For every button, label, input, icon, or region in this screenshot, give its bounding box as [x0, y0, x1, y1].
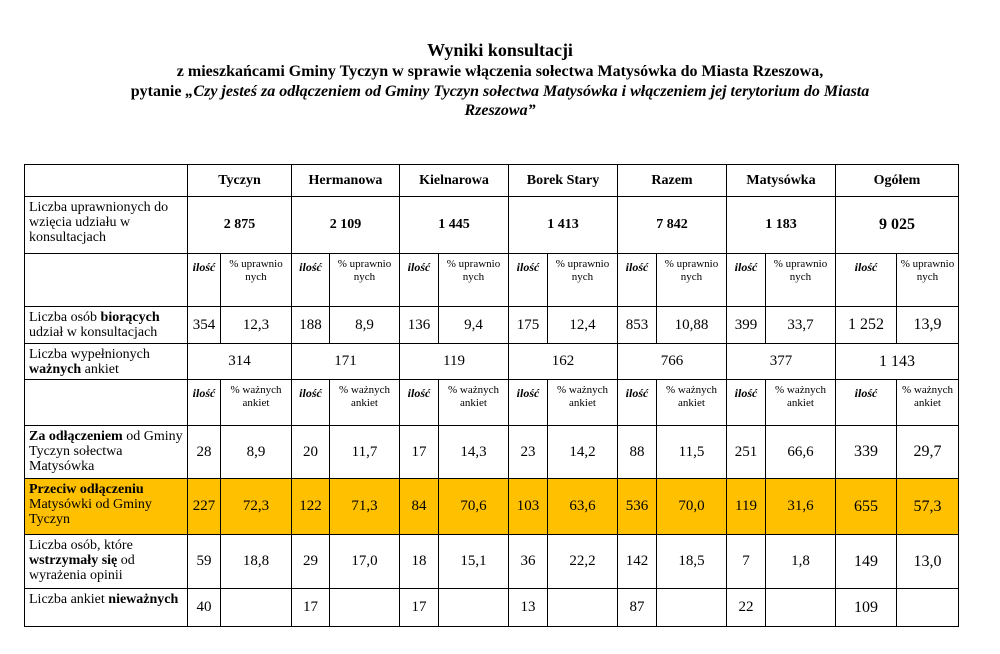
cell: 33,7 [766, 307, 836, 344]
cell: 8,9 [221, 426, 292, 479]
cell: 251 [727, 426, 766, 479]
sub-percent: % uprawnio nych [439, 254, 509, 307]
sub-ilosc: ilość [509, 254, 548, 307]
col-matysowka: Matysówka [727, 165, 836, 197]
cell: 119 [400, 344, 509, 380]
empty-cell [330, 589, 400, 627]
cell: 70,0 [657, 479, 727, 535]
document-header [0, 38, 1000, 120]
cell: 29,7 [897, 426, 959, 479]
cell: 536 [618, 479, 657, 535]
cell: 87 [618, 589, 657, 627]
cell: 14,2 [548, 426, 618, 479]
cell: 84 [400, 479, 439, 535]
cell: 122 [292, 479, 330, 535]
cell: 9,4 [439, 307, 509, 344]
row-label: Liczba ankiet nieważnych [25, 589, 188, 627]
cell: 13,9 [897, 307, 959, 344]
sub-percent: % uprawnio nych [330, 254, 400, 307]
cell: 2 109 [292, 197, 400, 254]
cell: 103 [509, 479, 548, 535]
cell: 1 183 [727, 197, 836, 254]
row-za [25, 426, 959, 479]
cell: 18 [400, 535, 439, 589]
row-label: Liczba wypełnionych ważnych ankiet [25, 344, 188, 380]
cell: 20 [292, 426, 330, 479]
col-razem: Razem [618, 165, 727, 197]
empty-cell [766, 589, 836, 627]
sub-ilosc: ilość [618, 254, 657, 307]
cell: 109 [836, 589, 897, 627]
sub-percent: % ważnych ankiet [897, 380, 959, 426]
sub-percent: % ważnych ankiet [221, 380, 292, 426]
empty-cell [897, 589, 959, 627]
cell: 1 445 [400, 197, 509, 254]
sub-percent: % ważnych ankiet [330, 380, 400, 426]
cell: 1 252 [836, 307, 897, 344]
empty-cell [221, 589, 292, 627]
empty-cell [25, 380, 188, 426]
cell: 175 [509, 307, 548, 344]
cell: 13,0 [897, 535, 959, 589]
cell: 853 [618, 307, 657, 344]
cell: 18,8 [221, 535, 292, 589]
cell: 17,0 [330, 535, 400, 589]
sub-percent: % uprawnio nych [548, 254, 618, 307]
cell: 12,3 [221, 307, 292, 344]
cell: 171 [292, 344, 400, 380]
cell: 18,5 [657, 535, 727, 589]
cell: 149 [836, 535, 897, 589]
sub-ilosc: ilość [727, 254, 766, 307]
row-niewazne [25, 589, 959, 627]
sub-ilosc: ilość [400, 254, 439, 307]
cell: 36 [509, 535, 548, 589]
document-question: pytanie „Czy jesteś za odłączeniem od Gminy Tyczyn sołectwa Matysówka i włączeniem jej terytorium do Miasta [130, 83, 870, 100]
sub-percent: % ważnych ankiet [766, 380, 836, 426]
cell: 29 [292, 535, 330, 589]
col-kielnarowa: Kielnarowa [400, 165, 509, 197]
sub-percent: % ważnych ankiet [657, 380, 727, 426]
sub-ilosc: ilość [836, 254, 897, 307]
cell: 2 875 [188, 197, 292, 254]
sub-ilosc: ilość [618, 380, 657, 426]
cell: 13 [509, 589, 548, 627]
row-wazne [25, 344, 959, 380]
sub-ilosc: ilość [727, 380, 766, 426]
cell: 66,6 [766, 426, 836, 479]
document-title: Wyniki konsultacji [427, 40, 573, 60]
cell: 136 [400, 307, 439, 344]
cell: 8,9 [330, 307, 400, 344]
sub-ilosc: ilość [836, 380, 897, 426]
cell: 22 [727, 589, 766, 627]
cell: 7 [727, 535, 766, 589]
sub-ilosc: ilość [292, 254, 330, 307]
sub-percent: % uprawnio nych [657, 254, 727, 307]
cell: 12,4 [548, 307, 618, 344]
cell: 188 [292, 307, 330, 344]
sub-percent: % ważnych ankiet [439, 380, 509, 426]
row-label: Za odłączeniem od Gminy Tyczyn sołectwa Matysówka [25, 426, 188, 479]
sub-percent: % uprawnio nych [897, 254, 959, 307]
row-wstrzymaly [25, 535, 959, 589]
cell: 17 [400, 589, 439, 627]
cell: 22,2 [548, 535, 618, 589]
empty-cell [548, 589, 618, 627]
cell: 14,3 [439, 426, 509, 479]
cell: 17 [292, 589, 330, 627]
cell: 655 [836, 479, 897, 535]
cell: 71,3 [330, 479, 400, 535]
cell: 119 [727, 479, 766, 535]
col-borek-stary: Borek Stary [509, 165, 618, 197]
cell: 314 [188, 344, 292, 380]
row-przeciw [25, 479, 959, 535]
sub-ilosc: ilość [292, 380, 330, 426]
row-label: Liczba osób, które wstrzymały się od wyrażenia opinii [25, 535, 188, 589]
results-table [24, 164, 959, 627]
empty-cell [25, 254, 188, 307]
cell: 72,3 [221, 479, 292, 535]
corner-cell [25, 165, 188, 197]
row-label: Przeciw odłączeniu Matysówki od Gminy Tyczyn [25, 479, 188, 535]
row-label: Liczba uprawnionych do wzięcia udziału w konsultacjach [25, 197, 188, 254]
sub-ilosc: ilość [509, 380, 548, 426]
cell: 57,3 [897, 479, 959, 535]
col-ogolem: Ogółem [836, 165, 959, 197]
cell: 11,7 [330, 426, 400, 479]
row-biorace [25, 307, 959, 344]
sub-ilosc: ilość [188, 380, 221, 426]
cell: 15,1 [439, 535, 509, 589]
cell: 142 [618, 535, 657, 589]
cell: 17 [400, 426, 439, 479]
cell: 162 [509, 344, 618, 380]
cell: 88 [618, 426, 657, 479]
cell: 227 [188, 479, 221, 535]
cell: 59 [188, 535, 221, 589]
sub-ilosc: ilość [400, 380, 439, 426]
sub-percent: % uprawnio nych [766, 254, 836, 307]
cell: 31,6 [766, 479, 836, 535]
subheader-row-uprawnionych [25, 254, 959, 307]
sub-percent: % uprawnio nych [221, 254, 292, 307]
document-question-end: Rzeszowa” [464, 102, 536, 119]
cell: 40 [188, 589, 221, 627]
row-uprawnieni [25, 197, 959, 254]
col-hermanowa: Hermanowa [292, 165, 400, 197]
sub-percent: % ważnych ankiet [548, 380, 618, 426]
cell: 9 025 [836, 197, 959, 254]
cell: 1,8 [766, 535, 836, 589]
cell: 28 [188, 426, 221, 479]
cell: 23 [509, 426, 548, 479]
cell: 766 [618, 344, 727, 380]
cell: 377 [727, 344, 836, 380]
cell: 399 [727, 307, 766, 344]
cell: 11,5 [657, 426, 727, 479]
col-tyczyn: Tyczyn [188, 165, 292, 197]
empty-cell [657, 589, 727, 627]
cell: 1 413 [509, 197, 618, 254]
cell: 63,6 [548, 479, 618, 535]
sub-ilosc: ilość [188, 254, 221, 307]
subheader-row-waznych [25, 380, 959, 426]
cell: 339 [836, 426, 897, 479]
cell: 1 143 [836, 344, 959, 380]
cell: 7 842 [618, 197, 727, 254]
cell: 10,88 [657, 307, 727, 344]
header-row [25, 165, 959, 197]
cell: 70,6 [439, 479, 509, 535]
cell: 354 [188, 307, 221, 344]
document-subtitle: z mieszkańcami Gminy Tyczyn w sprawie włączenia sołectwa Matysówka do Miasta Rzeszowa, [176, 63, 824, 80]
row-label: Liczba osób biorących udział w konsultacjach [25, 307, 188, 344]
empty-cell [439, 589, 509, 627]
